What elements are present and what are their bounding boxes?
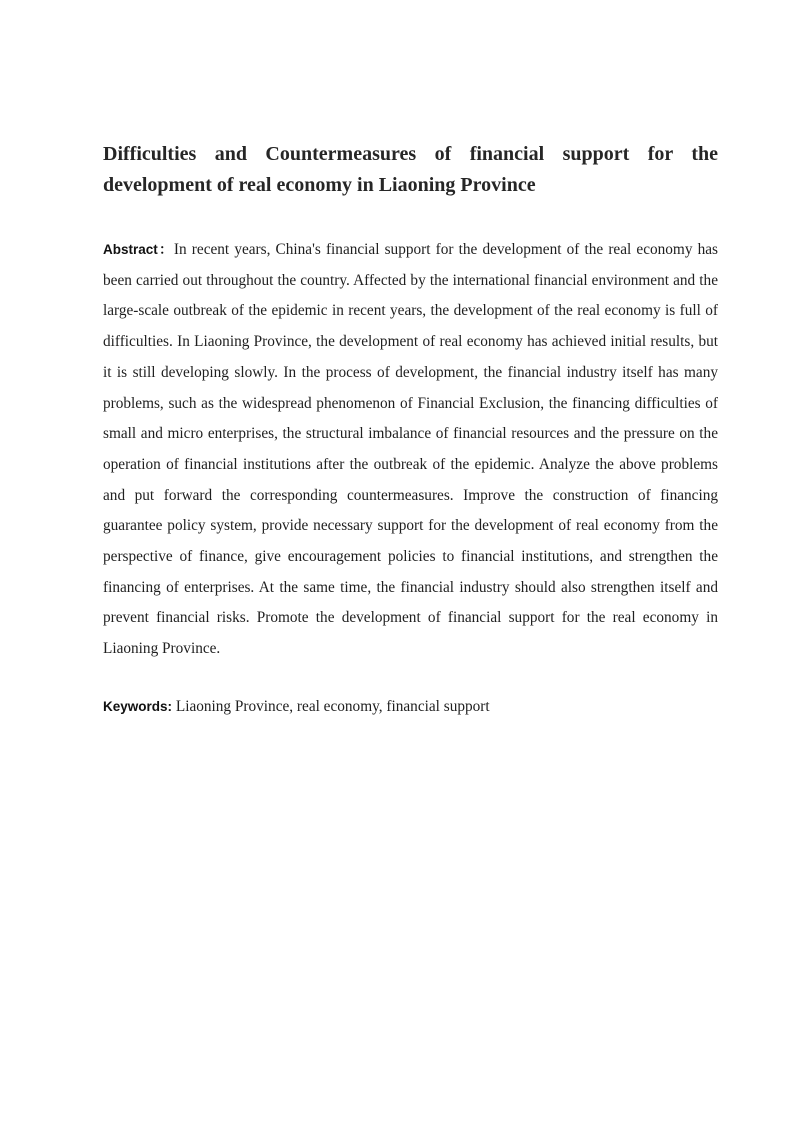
keywords-paragraph [103, 692, 718, 722]
abstract-text: In recent years, China's financial support for the development of the real economy has been carried out throughout the country. Affected by the international financial environment and the large-scale outbreak of the epidemic in recent years, the development of the real economy is full of difficulties. In Liaoning Province, the development of real economy has achieved initial results, but it is still developing slowly. In the process of development, the financial industry itself has many problems, such as the widespread phenomenon of Financial Exclusion, the financing difficulties of small and micro enterprises, the structural imbalance of financial resources and the pressure on the operation of financial institutions after the outbreak of the epidemic. Analyze the above problems and put forward the corresponding countermeasures. Improve the construction of financing guarantee policy system, provide necessary support for the development of real economy from the perspective of finance, give encouragement policies to financial institutions, and strengthen the financing of enterprises. At the same time, the financial industry should also strengthen itself and prevent financial risks. Promote the development of financial support for the real economy in Liaoning Province. [103, 241, 719, 658]
abstract-label: Abstract： [103, 242, 174, 257]
abstract-paragraph [103, 235, 718, 665]
keywords-label: Keywords: [103, 698, 173, 714]
paper-title: Difficulties and Countermeasures of financial support for the development of real economy in Liaoning Province [103, 143, 718, 196]
page-content [103, 139, 718, 722]
keywords-text: Liaoning Province, real economy, financial support [172, 697, 490, 715]
